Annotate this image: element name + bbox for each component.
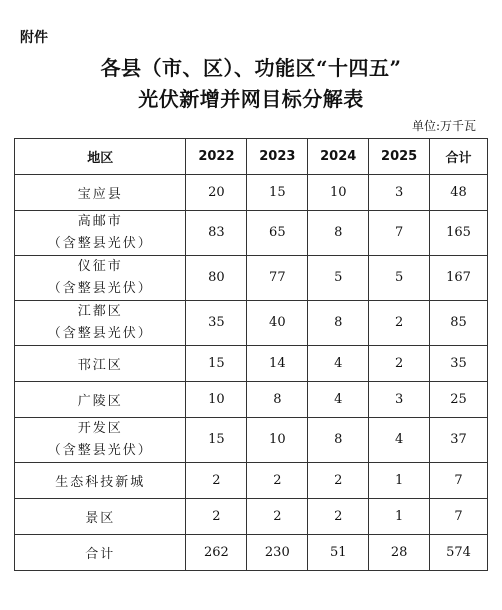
header-2025: 2025 bbox=[369, 139, 430, 175]
value-cell: 10 bbox=[186, 382, 247, 418]
region-cell bbox=[15, 211, 186, 256]
value-cell: 2 bbox=[369, 301, 430, 346]
value-cell: 10 bbox=[247, 418, 308, 463]
header-region: 地区 bbox=[15, 139, 186, 175]
unit-label: 单位:万千瓦 bbox=[411, 119, 476, 133]
value-cell: 230 bbox=[247, 535, 308, 571]
region-note: （含整县光伏） bbox=[47, 443, 153, 458]
document-title-line-2: 光伏新增并网目标分解表 bbox=[138, 87, 364, 111]
region-name: 江都区 bbox=[77, 304, 123, 319]
table-row bbox=[15, 256, 488, 301]
header-total: 合计 bbox=[430, 139, 488, 175]
region-cell bbox=[15, 256, 186, 301]
value-cell: 2 bbox=[369, 346, 430, 382]
document-title-line-1: 各县（市、区）、功能区“十四五” bbox=[100, 56, 402, 80]
value-cell: 4 bbox=[308, 346, 369, 382]
region-cell bbox=[15, 175, 186, 211]
value-cell: 35 bbox=[186, 301, 247, 346]
region-note: （含整县光伏） bbox=[47, 281, 153, 296]
value-cell: 37 bbox=[430, 418, 488, 463]
value-cell: 3 bbox=[369, 175, 430, 211]
region-cell bbox=[15, 499, 186, 535]
region-cell bbox=[15, 535, 186, 571]
value-cell: 2 bbox=[186, 499, 247, 535]
table-header-row bbox=[15, 139, 488, 175]
value-cell: 4 bbox=[369, 418, 430, 463]
table-row bbox=[15, 346, 488, 382]
value-cell: 167 bbox=[430, 256, 488, 301]
value-cell: 2 bbox=[247, 499, 308, 535]
allocation-table bbox=[14, 138, 488, 571]
value-cell: 51 bbox=[308, 535, 369, 571]
value-cell: 8 bbox=[308, 211, 369, 256]
region-name: 景区 bbox=[85, 511, 116, 526]
region-name: 仪征市 bbox=[77, 259, 123, 274]
value-cell: 15 bbox=[247, 175, 308, 211]
header-2023: 2023 bbox=[247, 139, 308, 175]
region-name: 高邮市 bbox=[77, 214, 123, 229]
table-row bbox=[15, 499, 488, 535]
value-cell: 85 bbox=[430, 301, 488, 346]
value-cell: 8 bbox=[247, 382, 308, 418]
value-cell: 2 bbox=[308, 499, 369, 535]
value-cell: 28 bbox=[369, 535, 430, 571]
value-cell: 8 bbox=[308, 418, 369, 463]
value-cell: 4 bbox=[308, 382, 369, 418]
value-cell: 262 bbox=[186, 535, 247, 571]
value-cell: 7 bbox=[430, 463, 488, 499]
value-cell: 14 bbox=[247, 346, 308, 382]
value-cell: 20 bbox=[186, 175, 247, 211]
region-cell bbox=[15, 301, 186, 346]
table-row bbox=[15, 382, 488, 418]
table-row bbox=[15, 301, 488, 346]
region-note: （含整县光伏） bbox=[47, 326, 153, 341]
value-cell: 65 bbox=[247, 211, 308, 256]
header-2022: 2022 bbox=[186, 139, 247, 175]
region-note: （含整县光伏） bbox=[47, 236, 153, 251]
value-cell: 83 bbox=[186, 211, 247, 256]
value-cell: 3 bbox=[369, 382, 430, 418]
region-name: 宝应县 bbox=[77, 187, 123, 202]
region-cell bbox=[15, 382, 186, 418]
value-cell: 48 bbox=[430, 175, 488, 211]
value-cell: 1 bbox=[369, 499, 430, 535]
value-cell: 8 bbox=[308, 301, 369, 346]
table-row bbox=[15, 175, 488, 211]
header-2024: 2024 bbox=[308, 139, 369, 175]
region-name: 广陵区 bbox=[77, 394, 123, 409]
value-cell: 25 bbox=[430, 382, 488, 418]
table-row bbox=[15, 463, 488, 499]
value-cell: 2 bbox=[186, 463, 247, 499]
value-cell: 5 bbox=[369, 256, 430, 301]
value-cell: 2 bbox=[247, 463, 308, 499]
value-cell: 7 bbox=[430, 499, 488, 535]
region-name: 开发区 bbox=[77, 421, 123, 436]
table-row bbox=[15, 211, 488, 256]
value-cell: 35 bbox=[430, 346, 488, 382]
region-name: 生态科技新城 bbox=[55, 475, 146, 490]
region-name: 邗江区 bbox=[77, 358, 123, 373]
value-cell: 7 bbox=[369, 211, 430, 256]
region-cell bbox=[15, 346, 186, 382]
value-cell: 165 bbox=[430, 211, 488, 256]
value-cell: 10 bbox=[308, 175, 369, 211]
value-cell: 2 bbox=[308, 463, 369, 499]
value-cell: 15 bbox=[186, 418, 247, 463]
value-cell: 15 bbox=[186, 346, 247, 382]
value-cell: 40 bbox=[247, 301, 308, 346]
value-cell: 77 bbox=[247, 256, 308, 301]
attachment-label: 附件 bbox=[20, 30, 48, 46]
region-name: 合计 bbox=[85, 547, 116, 562]
table-row bbox=[15, 418, 488, 463]
value-cell: 574 bbox=[430, 535, 488, 571]
region-cell bbox=[15, 463, 186, 499]
value-cell: 80 bbox=[186, 256, 247, 301]
value-cell: 1 bbox=[369, 463, 430, 499]
value-cell: 5 bbox=[308, 256, 369, 301]
region-cell bbox=[15, 418, 186, 463]
table-row bbox=[15, 535, 488, 571]
